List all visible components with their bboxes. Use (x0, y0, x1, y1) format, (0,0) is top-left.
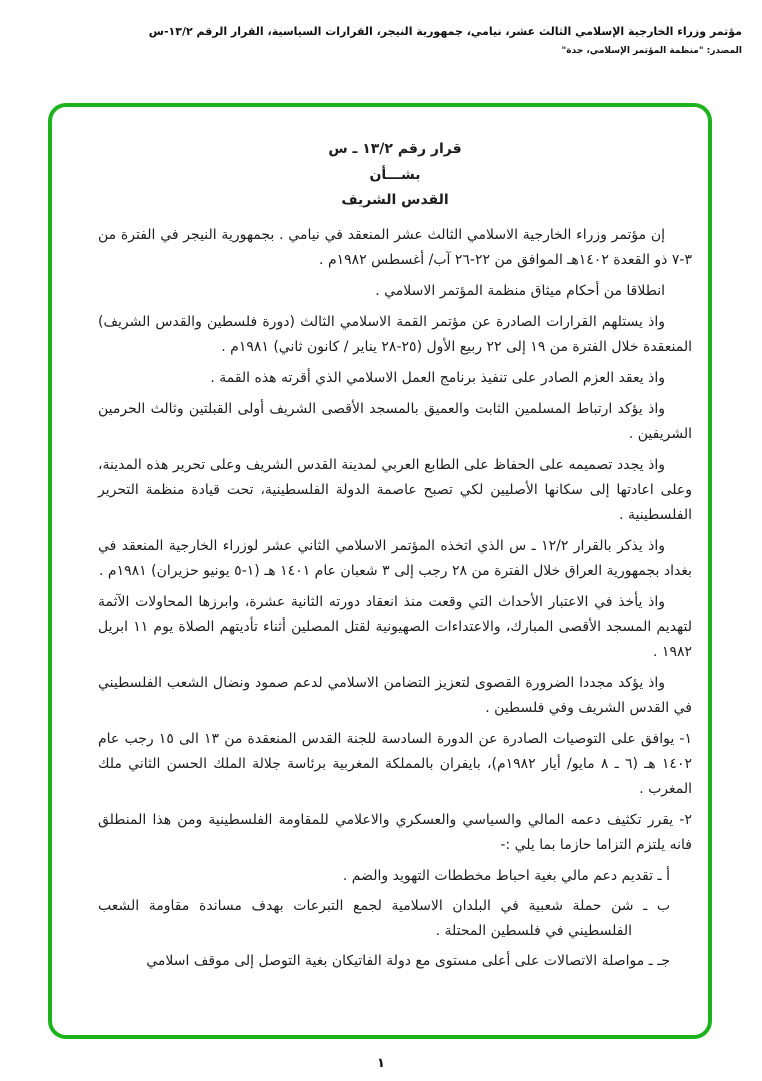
citation-source: المصدر: "منظمة المؤتمر الإسلامي، جدة" (561, 46, 742, 56)
resolution-number-title: قرار رقم ١٣/٢ ـ س (328, 141, 462, 157)
preamble-opening: إن مؤتمر وزراء الخارجية الاسلامي الثالث عشر المنعقد في نيامي . بجمهورية النيجر في الفترة من ٣-٧ ذو القعدة ١٤٠٢هـ الموافق من ٢٢-٢٦ آب/ أغسطس ١٩٨٢م . (98, 226, 692, 268)
sub-item-a: أ ـ تقديم دعم مالي بغية احباط مخططات التهويد والضم . (342, 867, 670, 884)
preamble-summit-resolutions: واذ يستلهم القرارات الصادرة عن مؤتمر القمة الاسلامي الثالث (دورة فلسطين والقدس الشريف) المنعقدة خلال الفترة من ١٩ إلى ٢٢ ربيع الأول (٢٥-٢٨ يناير / كانون ثاني) ١٩٨١م . (98, 313, 692, 355)
preamble-aqsa-attachment: واذ يؤكد ارتباط المسلمين الثابت والعميق بالمسجد الأقصى الشريف أولى القبلتين وثالث الحرمين الشريفين . (98, 400, 692, 442)
sub-item-b: ب ـ شن حملة شعبية في البلدان الاسلامية لجمع التبرعات بهدف مساندة مقاومة الشعب الفلسطيني في فلسطين المحتلة . (98, 897, 670, 939)
sub-item-c: جـ ـ مواصلة الاتصالات على أعلى مستوى مع دولة الفاتيكان بغية التوصل إلى موقف اسلامي (146, 952, 670, 969)
regarding-title: بشـــأن (369, 166, 421, 183)
citation-title: مؤتمر وزراء الخارجية الإسلامي الثالث عشر، نيامي، جمهورية النيجر، القرارات السياسية، القرار الرقم ١٣/٢-س (148, 25, 742, 38)
operative-item-2: ٢- يقرر تكثيف دعمه المالي والسياسي والعسكري والاعلامي للمقاومة الفلسطينية ومن هذا المنطلق فانه يلتزم التزاما حازما بما يلي :- (98, 811, 692, 853)
preamble-action-programme: واذ يعقد العزم الصادر على تنفيذ برنامج العمل الاسلامي الذي أقرته هذه القمة . (210, 369, 665, 386)
document-body (52, 107, 708, 1035)
preamble-recent-events: واذ يأخذ في الاعتبار الأحداث التي وقعت منذ انعقاد دورته الثانية عشرة، وابرزها المحاولات الآثمة لتهديم المسجد الأقصى المبارك، والاعتداءات الصهيونية لقتل المصلين أثناء تأديتهم الصلاة يوم ١١ ابريل ١٩٨٢ . (98, 593, 692, 660)
page-number: ١ (377, 1056, 385, 1071)
preamble-charter: انطلاقا من أحكام ميثاق منظمة المؤتمر الاسلامي . (375, 282, 665, 299)
document-frame (48, 103, 712, 1039)
subject-title: القدس الشريف (341, 192, 449, 208)
preamble-arab-character: واذ يجدد تصميمه على الحفاظ على الطابع العربي لمدينة القدس الشريف وعلى تحرير هذه المدينة، وعلى اعادتها إلى سكانها الأصليين لكي تصبح عاصمة الدولة الفلسطينية، تحت قيادة منظمة التحرير الفلسطينية . (98, 456, 692, 523)
preamble-islamic-solidarity: واذ يؤكد مجددا الضرورة القصوى لتعزيز التضامن الاسلامي لدعم صمود ونضال الشعب الفلسطيني في القدس الشريف وفي فلسطين . (98, 674, 692, 716)
preamble-recalling-resolution: واذ يذكر بالقرار ١٢/٢ ـ س الذي اتخذه المؤتمر الاسلامي الثاني عشر لوزراء الخارجية المنعقد في بغداد بجمهورية العراق خلال الفترة من ٢٨ رجب إلى ٣ شعبان عام ١٤٠١ هـ (١-٥ يونيو حزيران) ١٩٨١م . (98, 537, 692, 579)
title-block (98, 137, 692, 214)
operative-item-1: ١- يوافق على التوصيات الصادرة عن الدورة السادسة للجنة القدس المنعقدة من ١٣ الى ١٥ رجب عام ١٤٠٢ هـ (٦ ـ ٨ مايو/ أيار ١٩٨٢م)، بايفران بالمملكة المغربية برئاسة جلالة الملك الحسن الثاني ملك المغرب . (98, 730, 692, 797)
citation-header (20, 24, 742, 56)
